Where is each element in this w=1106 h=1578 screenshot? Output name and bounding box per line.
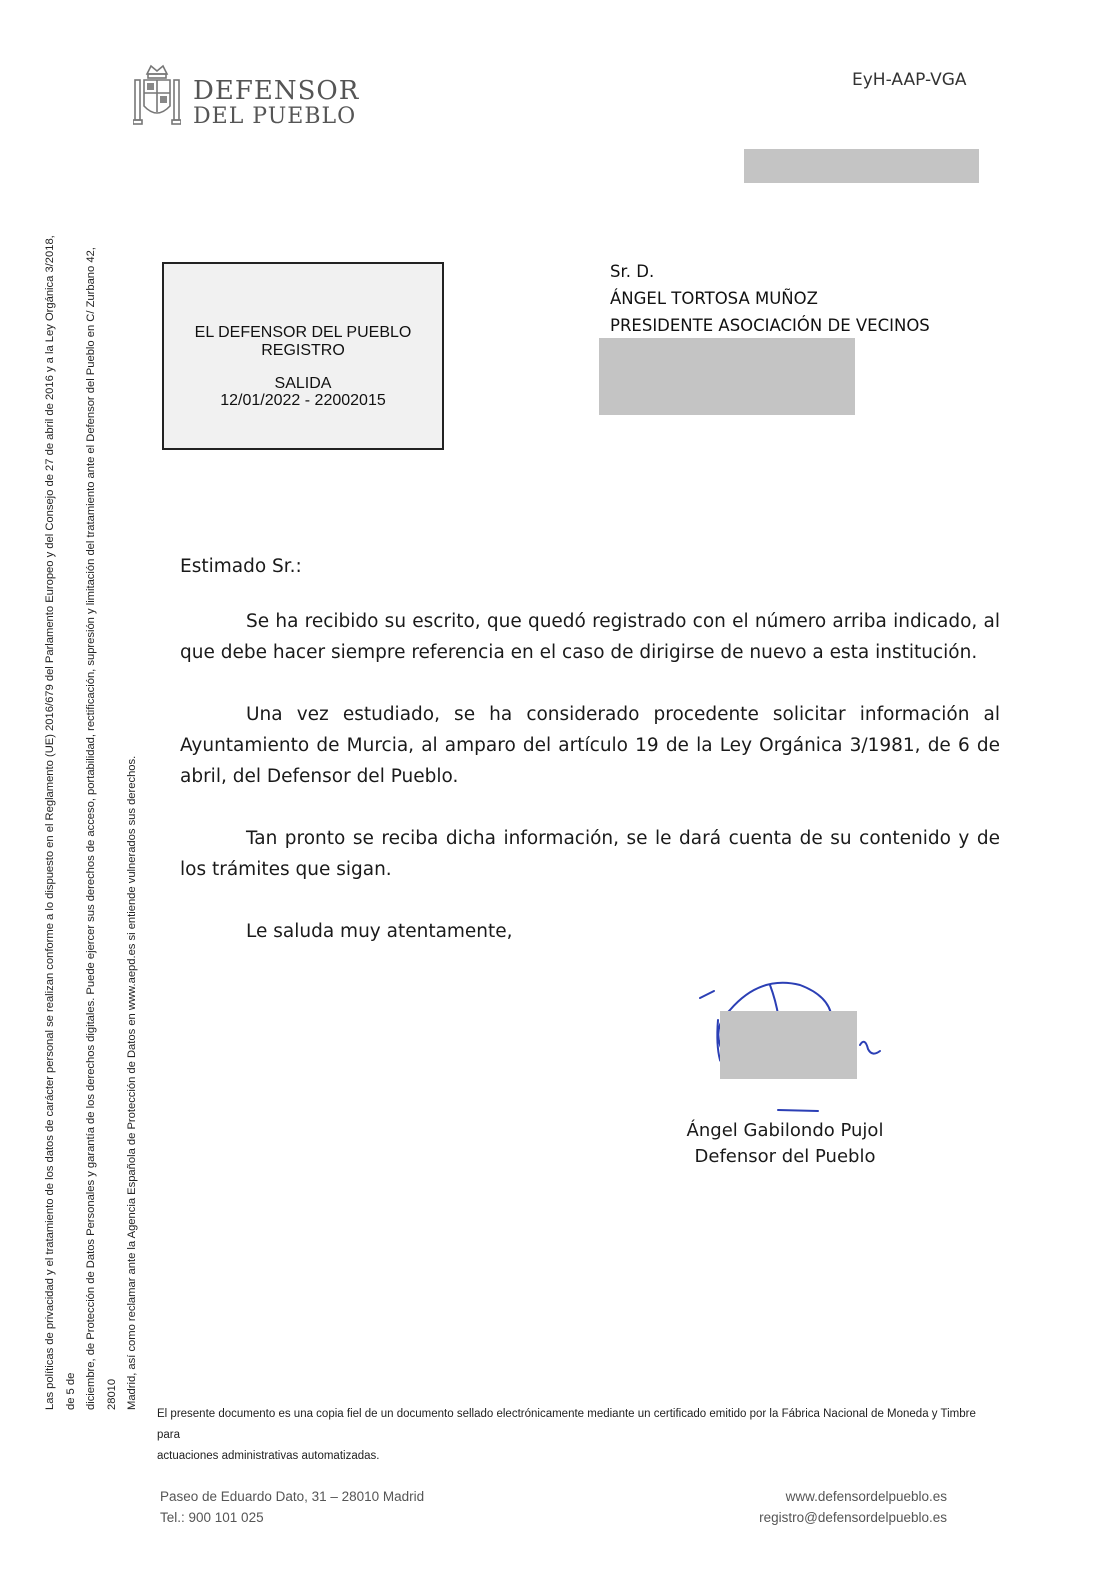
privacy-line-3: Madrid, así como reclamar ante la Agencia Española de Protección de Datos en www.aepd.es si entiende vulnerados sus derechos. bbox=[126, 755, 138, 1410]
reference-code: EyH-AAP-VGA bbox=[852, 70, 967, 90]
letter-paragraph-3: Tan pronto se reciba dicha información, se le dará cuenta de su contenido y de los trámites que sigan. bbox=[180, 828, 1000, 880]
signatory-name: Ángel Gabilondo Pujol bbox=[686, 1120, 884, 1141]
defensor-logo bbox=[133, 62, 363, 132]
redacted-block-top bbox=[744, 149, 979, 183]
redacted-signature-detail bbox=[720, 1011, 857, 1079]
registry-stamp bbox=[162, 262, 444, 450]
letter-paragraph-1: Se ha recibido su escrito, que quedó registrado con el número arriba indicado, al que debe hacer siempre referencia en el caso de dirigirse de nuevo a esta institución. bbox=[180, 611, 1000, 663]
recipient-position: PRESIDENTE ASOCIACIÓN DE VECINOS bbox=[610, 316, 930, 335]
signatory-block bbox=[600, 1118, 970, 1170]
stamp-registry: REGISTRO bbox=[261, 342, 345, 359]
logo-line-del-pueblo: DEL PUEBLO bbox=[193, 104, 357, 129]
signatory-title: Defensor del Pueblo bbox=[694, 1146, 876, 1167]
stamp-institution: EL DEFENSOR DEL PUEBLO bbox=[194, 324, 412, 341]
footer-phone: Tel.: 900 101 025 bbox=[160, 1510, 264, 1525]
privacy-legal-notice bbox=[40, 220, 143, 1410]
stamp-direction: SALIDA bbox=[274, 375, 332, 392]
seal-notice-line-2: actuaciones administrativas automatizadas. bbox=[157, 1450, 380, 1462]
footer-online bbox=[759, 1486, 947, 1528]
stamp-date-number: 12/01/2022 - 22002015 bbox=[220, 392, 386, 409]
footer-email-link[interactable]: registro@defensordelpueblo.es bbox=[759, 1510, 947, 1525]
footer-contact bbox=[160, 1486, 424, 1528]
electronic-seal-notice bbox=[157, 1404, 977, 1467]
letter-paragraph-2: Una vez estudiado, se ha considerado procedente solicitar información al Ayuntamiento de Murcia, al amparo del artículo 19 de la Ley Orgánica 3/1981, de 6 de abril, del Defensor del Pueblo. bbox=[180, 704, 1000, 787]
letter-greeting: Estimado Sr.: bbox=[180, 556, 302, 577]
letter-closing: Le saluda muy atentamente, bbox=[246, 921, 513, 942]
footer-address: Paseo de Eduardo Dato, 31 – 28010 Madrid bbox=[160, 1489, 425, 1504]
coat-of-arms-icon bbox=[133, 62, 181, 128]
privacy-line-1: Las políticas de privacidad y el tratamiento de los datos de carácter personal se realizan conforme a lo dispuesto en el Reglamento (UE) 2016/679 del Parlamento Europeo y del Consejo de 27 de abril de 2016 y a la Ley Orgánica 3/2018, de 5 de bbox=[44, 235, 77, 1410]
privacy-line-2: diciembre, de Protección de Datos Personales y garantía de los derechos digitales. Puede ejercer sus derechos de acceso, portabilidad, rectificación, supresión y limitación del tratamiento ante el Defensor del Pueblo en C/ Zurbano 42, 28010 bbox=[85, 247, 118, 1410]
recipient-salutation: Sr. D. bbox=[610, 262, 655, 281]
recipient-block bbox=[610, 258, 930, 339]
logo-line-defensor: DEFENSOR bbox=[193, 76, 360, 106]
seal-notice-line-1: El presente documento es una copia fiel de un documento sellado electrónicamente mediante un certificado emitido por la Fábrica Nacional de Moneda y Timbre para bbox=[157, 1408, 976, 1441]
recipient-name: ÁNGEL TORTOSA MUÑOZ bbox=[610, 289, 818, 308]
redacted-address bbox=[599, 338, 855, 415]
footer-website-link[interactable]: www.defensordelpueblo.es bbox=[785, 1489, 947, 1504]
